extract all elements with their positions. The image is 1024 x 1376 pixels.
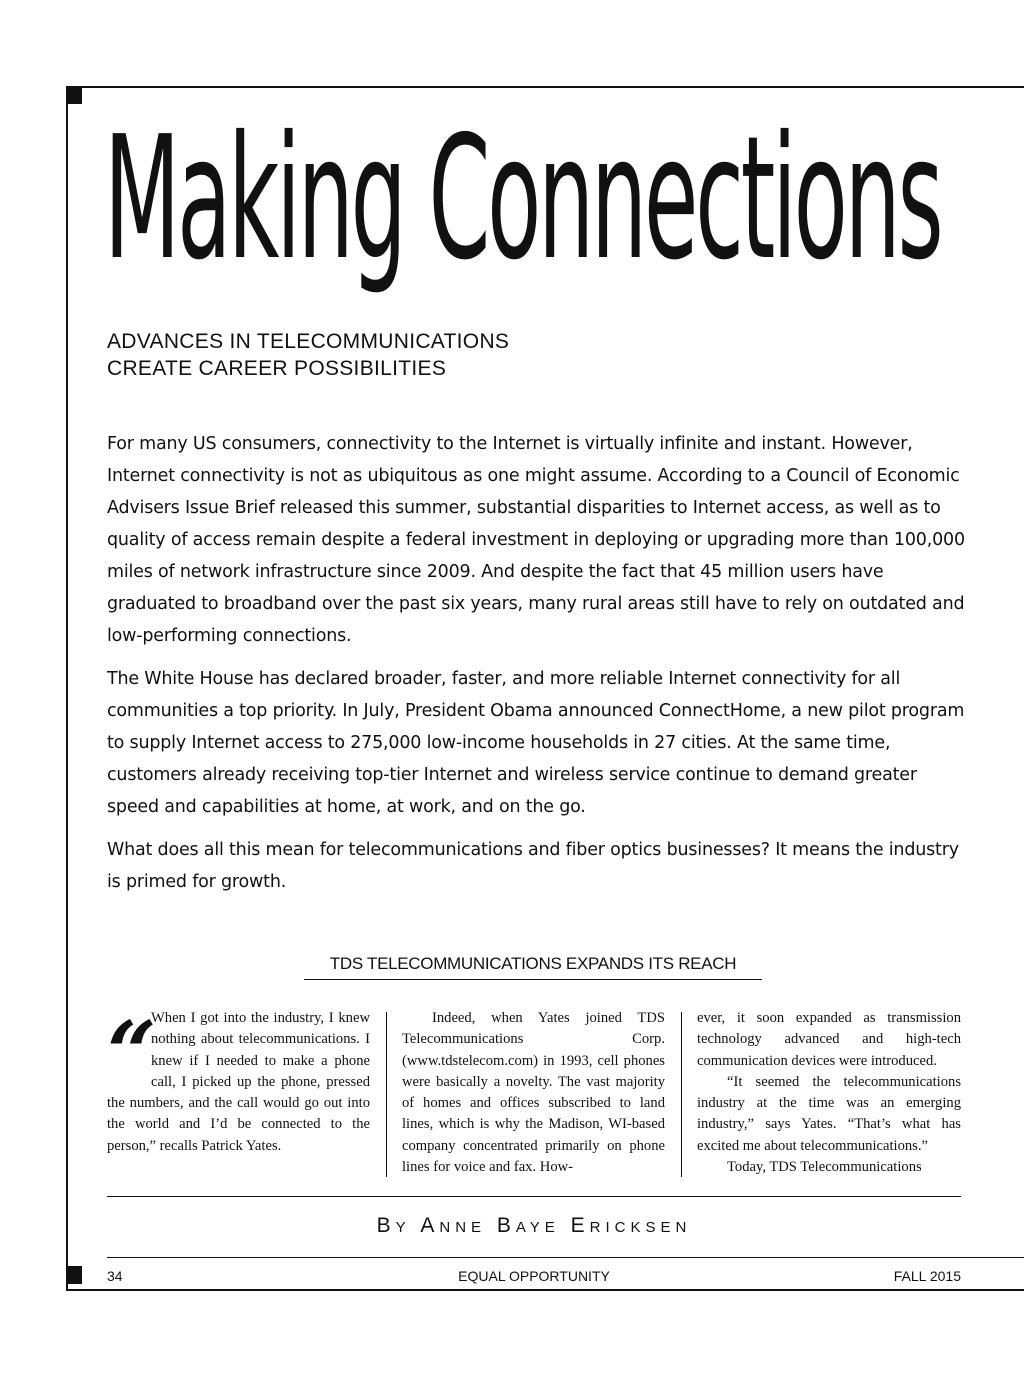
intro-paragraph: The White House has declared broader, faster, and more reliable Internet connectivity for all communities a top priority. In July, President Obama announced ConnectHome, a new pilot program to supply Internet access to 275,000 low-income households in 27 cities. At the same time, customers already receiving top-tier Internet and wireless service continue to demand greater speed and capabilities at home, at work, and on the go. bbox=[107, 669, 965, 817]
article-title: Making Connections bbox=[104, 100, 941, 298]
column-3 bbox=[697, 1008, 961, 1180]
intro-paragraph: For many US consumers, connectivity to the Internet is virtually infinite and instant. However, Internet connectivity is not as ubiquitous as one might assume. According to a Council of Economic Advisers Issue Brief released this summer, substantial disparities to Internet access, as well as to quality of access remain despite a federal investment in deploying or upgrading more than 100,000 miles of network infrastructure since 2009. And despite the fact that 45 million users have graduated to broadband over the past six years, many rural areas still have to rely on outdated and low-performing connections. bbox=[107, 434, 965, 646]
pull-quote-mark: “ bbox=[107, 1003, 157, 1104]
article-subtitle bbox=[107, 328, 807, 382]
column-paragraph: Today, TDS Telecommunications bbox=[727, 1159, 922, 1176]
byline: By Anne Baye Ericksen bbox=[376, 1214, 692, 1237]
publication-name: EQUAL OPPORTUNITY bbox=[458, 1268, 610, 1284]
column-1 bbox=[107, 1003, 370, 1180]
frame-top-rule bbox=[66, 86, 1024, 88]
page-number: 34 bbox=[107, 1268, 123, 1284]
footer-rule bbox=[107, 1257, 1024, 1258]
corner-block-top bbox=[66, 86, 82, 104]
column-2 bbox=[402, 1008, 665, 1180]
column-paragraph: “It seemed the telecommunications industry at the time was an emerging industry,” says Yates. “That’s what has excited me about telecommunications.” bbox=[697, 1073, 961, 1154]
column-paragraph: Indeed, when Yates joined TDS Telecommunications Corp. (www.tdstelecom.com) in 1993, cell phones were basically a novelty. The vast majority of homes and offices subscribed to land lines, which is why the Madison, WI-based company concentrated primarily on phone lines for voice and fax. How- bbox=[402, 1010, 665, 1176]
frame-left-rule bbox=[66, 86, 68, 1290]
corner-block-bottom bbox=[66, 1266, 82, 1284]
body-columns bbox=[107, 1003, 961, 1183]
byline-rule bbox=[107, 1196, 961, 1197]
section-heading: TDS TELECOMMUNICATIONS EXPANDS ITS REACH bbox=[304, 954, 762, 980]
subtitle-line: CREATE CAREER POSSIBILITIES bbox=[107, 357, 447, 380]
column-paragraph: ever, it soon expanded as transmission technology advanced and high-tech communication devices were introduced. bbox=[697, 1010, 961, 1069]
intro-paragraph: What does all this mean for telecommunications and fiber optics businesses? It means the industry is primed for growth. bbox=[107, 840, 959, 892]
intro-text bbox=[107, 428, 967, 909]
frame-bottom-rule bbox=[66, 1289, 1024, 1291]
issue-date: FALL 2015 bbox=[893, 1268, 961, 1284]
page-footer bbox=[107, 1268, 961, 1288]
column-divider bbox=[386, 1012, 387, 1177]
column-divider bbox=[681, 1012, 682, 1177]
subtitle-line: ADVANCES IN TELECOMMUNICATIONS bbox=[107, 330, 510, 353]
column-paragraph: When I got into the industry, I knew nothing about telecommunications. I knew if I needed to make a phone call, I picked up the phone, pressed the numbers, and the call would go out into the world and I’d be connected to the person,” recalls Patrick Yates. bbox=[107, 1010, 370, 1154]
